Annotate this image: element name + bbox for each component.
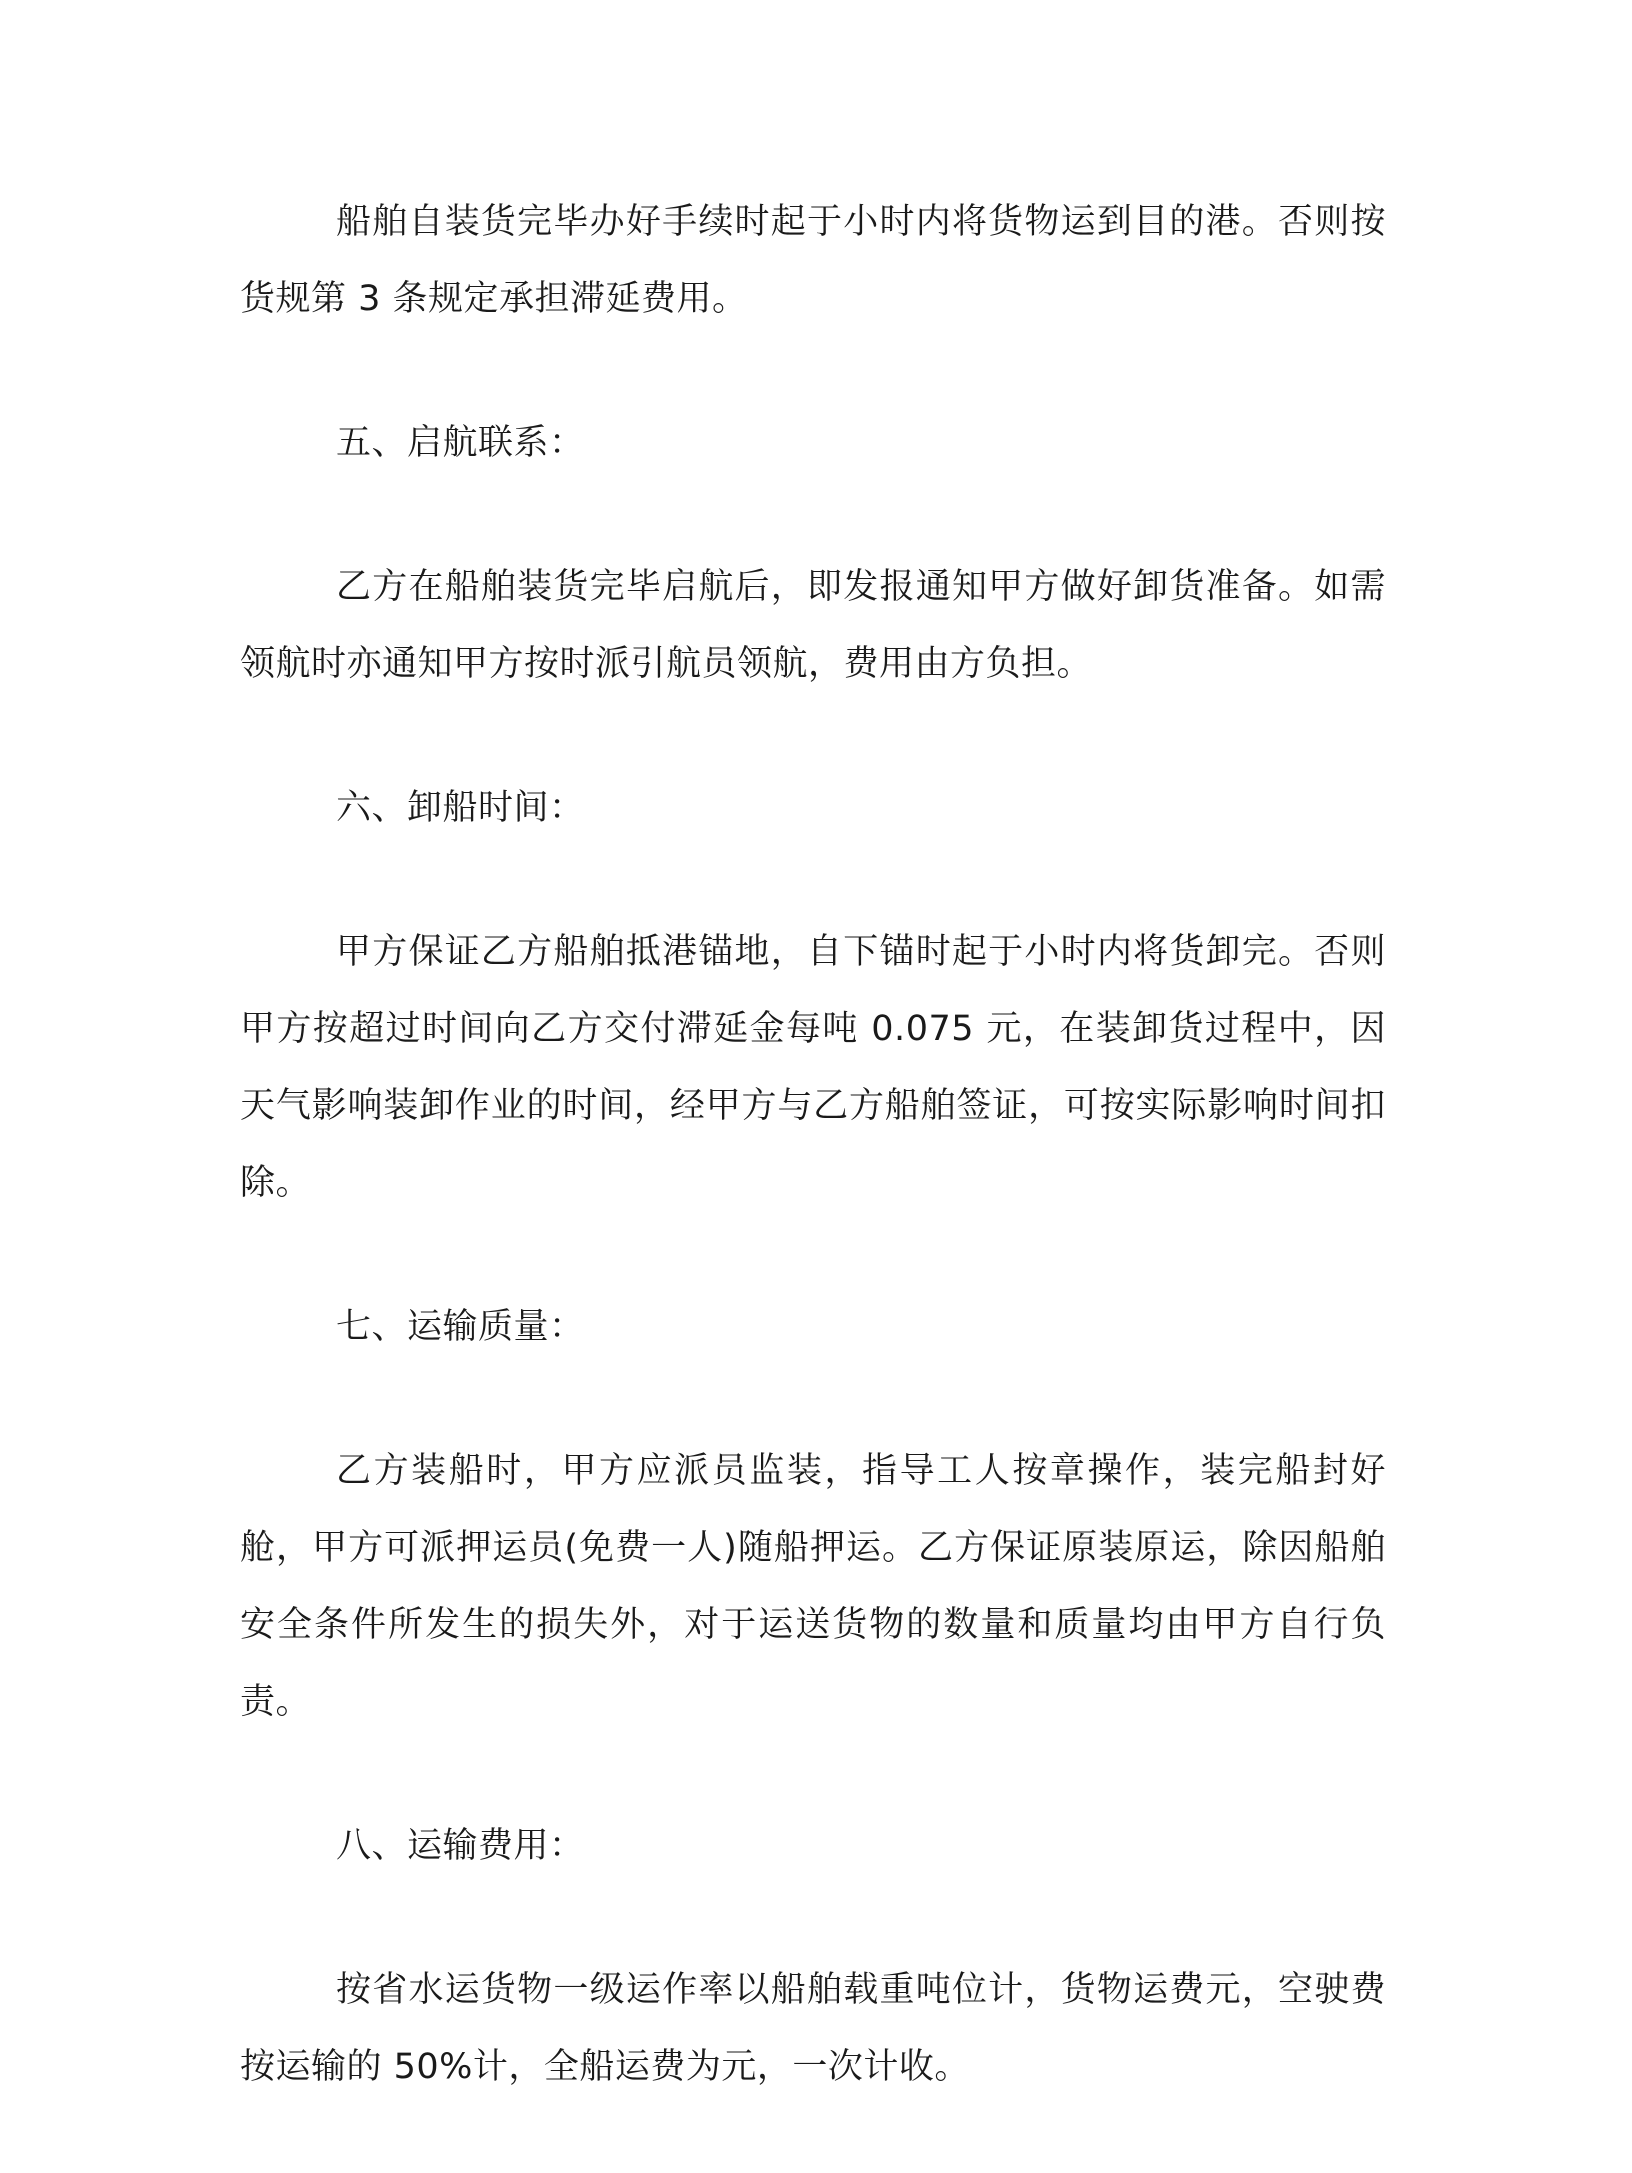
heading-unloading-time: 六、卸船时间： xyxy=(336,788,585,828)
document-body xyxy=(240,184,1386,2173)
paragraph-transport-quality: 乙方装船时，甲方应派员监装，指导工人按章操作，装完船封好舱，甲方可派押运员(免费一人)随船押运。乙方保证原装原运，除因船舶安全条件所发生的损失外，对于运送货物的数量和质量均由甲方自行负责。 xyxy=(240,1451,1386,1722)
heading-transport-fees: 八、运输费用： xyxy=(336,1826,585,1866)
heading-departure-contact: 五、启航联系： xyxy=(336,423,585,463)
paragraph-transport-fees: 按省水运货物一级运作率以船舶载重吨位计，货物运费元，空驶费按运输的 50%计，全船运费为元，一次计收。 xyxy=(240,1970,1386,2087)
paragraph-arrival-time: 船舶自装货完毕办好手续时起于小时内将货物运到目的港。否则按货规第 3 条规定承担滞延费用。 xyxy=(240,202,1386,319)
paragraph-unloading-time: 甲方保证乙方船舶抵港锚地，自下锚时起于小时内将货卸完。否则甲方按超过时间向乙方交付滞延金每吨 0.075 元，在装卸货过程中，因天气影响装卸作业的时间，经甲方与乙方船舶签证，可按实际影响时间扣除。 xyxy=(240,932,1386,1203)
heading-transport-quality: 七、运输质量： xyxy=(336,1307,585,1347)
paragraph-departure-contact: 乙方在船舶装货完毕启航后，即发报通知甲方做好卸货准备。如需领航时亦通知甲方按时派引航员领航，费用由方负担。 xyxy=(240,567,1386,684)
